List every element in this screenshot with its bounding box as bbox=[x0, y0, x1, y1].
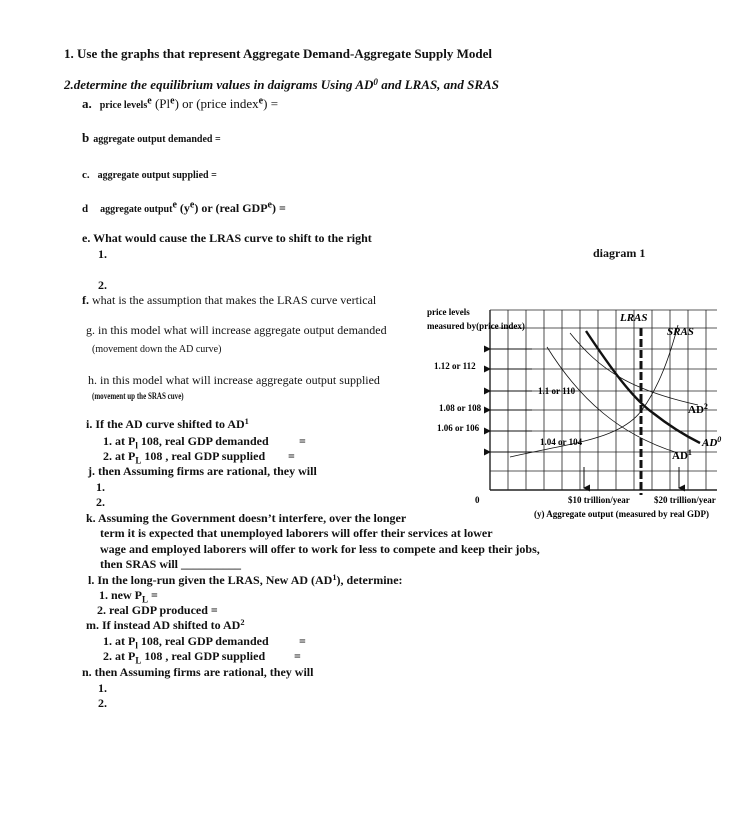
question-l-item-2: 2. real GDP produced = bbox=[97, 603, 218, 617]
diagram-title: diagram 1 bbox=[593, 246, 646, 260]
question-n: n. then Assuming firms are rational, they will bbox=[82, 665, 314, 679]
question-e-item-2: 2. bbox=[98, 278, 107, 292]
question-i-item-1: 1. at $P_l$ 108, real GDP demanded bbox=[103, 434, 269, 451]
question-m-item-2: 2. at $P_L$ 108 , real GDP supplied bbox=[103, 649, 266, 666]
question-b: b aggregate output demanded = bbox=[82, 130, 221, 145]
heading-2: 2.determine the equilibrium values in daigrams Using $AD^0$ and LRAS, and SRAS bbox=[64, 76, 499, 92]
question-i-item-2-equals: = bbox=[288, 449, 295, 463]
annotation-110: 1.1 or 110 bbox=[538, 386, 576, 396]
y-tick-106: 1.06 or 106 bbox=[437, 423, 480, 433]
ad1-label: $AD^1$ bbox=[672, 448, 692, 462]
question-d: d aggregate output$^e$ $(y^e)$ or (real $GDP^e$) = bbox=[82, 199, 286, 215]
y-tick-112: 1.12 or 112 bbox=[434, 361, 476, 371]
annotation-104: 1.04 or 104 bbox=[540, 437, 583, 447]
question-m: m. If instead AD shifted to $AD^2$ bbox=[86, 618, 245, 632]
question-a: a. price levels$^e$ (Pl$^e$) or (price index$^e$) = bbox=[82, 95, 279, 111]
y-tick-108: 1.08 or 108 bbox=[439, 403, 482, 413]
heading-1: 1. Use the graphs that represent Aggregate Demand-Aggregate Supply Model bbox=[64, 46, 493, 61]
question-n-item-2: 2. bbox=[98, 696, 107, 710]
question-k-line-3: wage and employed laborers will offer to work for less to compete and keep their jobs, bbox=[100, 542, 540, 556]
question-g: g. in this model what will increase aggregate output demanded bbox=[86, 323, 387, 337]
question-n-item-1: 1. bbox=[98, 681, 107, 695]
y-axis-label-line-1: price levels bbox=[427, 307, 470, 317]
origin-label: 0 bbox=[475, 495, 480, 505]
x-tick-20: $20 trillion/year bbox=[654, 495, 716, 505]
question-g-sub: (movement down the AD curve) bbox=[92, 344, 222, 355]
question-l: l. In the long-run given the LRAS, New AD $(AD^1)$, determine: bbox=[88, 573, 403, 587]
sras-label: SRAS bbox=[667, 326, 694, 338]
question-m-item-1: 1. at $P_l$ 108, real GDP demanded bbox=[103, 634, 269, 651]
y-axis-label-line-2: measured by(price index) bbox=[427, 321, 525, 331]
question-k-line-1: k. Assuming the Government doesn’t interfere, over the longer bbox=[86, 511, 407, 525]
ad0-curve bbox=[586, 331, 700, 443]
question-i-item-2: 2. at $P_L$ 108 , real GDP supplied bbox=[103, 449, 266, 466]
question-j: j. then Assuming firms are rational, they will bbox=[88, 464, 317, 478]
question-i-item-1-equals: = bbox=[299, 434, 306, 448]
question-e: e. What would cause the LRAS curve to shift to the right bbox=[82, 231, 372, 245]
question-m-item-1-equals: = bbox=[299, 634, 306, 648]
ad2-label: $AD^2$ bbox=[688, 402, 708, 416]
question-k-line-4: then SRAS will __________ bbox=[100, 557, 242, 571]
question-k-line-2: term it is expected that unemployed laborers will offer their services at lower bbox=[100, 526, 493, 540]
x-axis-label: (y) Aggregate output (measured by real GDP) bbox=[534, 509, 709, 519]
ad0-label: $AD^0$ bbox=[702, 435, 722, 449]
question-j-item-1: 1. bbox=[96, 480, 105, 494]
question-h: h. in this model what will increase aggregate output supplied bbox=[88, 373, 380, 387]
question-j-item-2: 2. bbox=[96, 495, 105, 509]
question-h-sub: (movement up the SRAS cuve) bbox=[92, 391, 184, 401]
question-i: i. If the AD curve shifted to $AD^1$ bbox=[86, 417, 249, 431]
question-e-item-1: 1. bbox=[98, 247, 107, 261]
question-f: f. what is the assumption that makes the LRAS curve vertical bbox=[82, 293, 377, 307]
question-c: c. aggregate output supplied = bbox=[82, 169, 217, 181]
lras-label: LRAS bbox=[620, 312, 648, 324]
question-l-item-1: 1. new $P_L$ = bbox=[99, 588, 158, 605]
question-m-item-2-equals: = bbox=[294, 649, 301, 663]
x-tick-10: $10 trillion/year bbox=[568, 495, 630, 505]
ad-as-diagram bbox=[420, 295, 750, 530]
